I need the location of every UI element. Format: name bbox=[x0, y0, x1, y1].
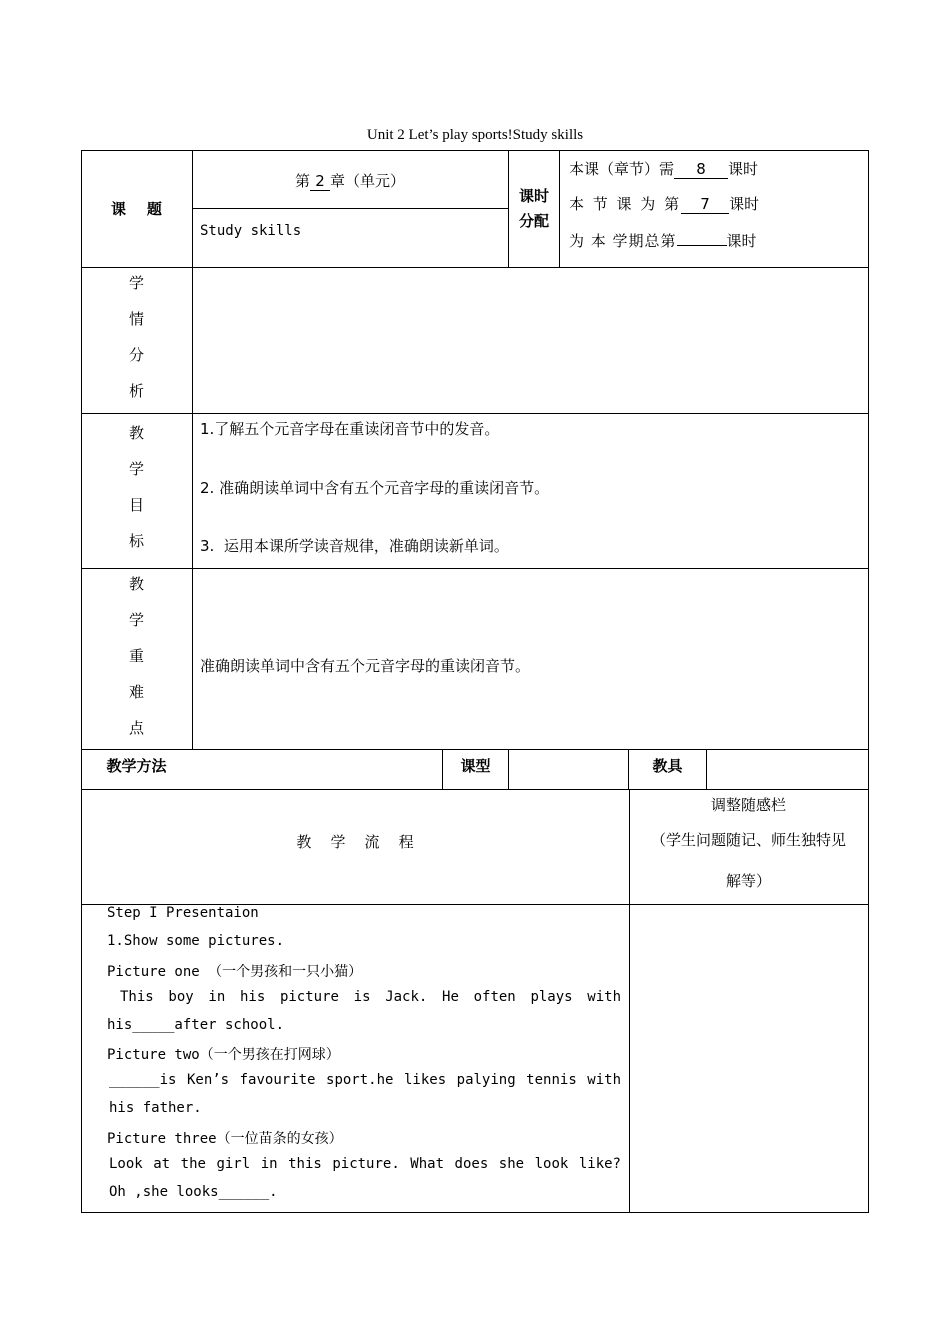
notes-subtitle-2: 解等） bbox=[725, 872, 771, 890]
goals-label bbox=[81, 422, 192, 566]
period-line-2-prefix: 本 节 课 为 第 bbox=[569, 195, 682, 213]
process-line: ______is Ken’s favourite sport.he likes palying tennis with bbox=[109, 1072, 621, 1088]
page-title: Unit 2 Let’s play sports!Study skills bbox=[366, 127, 584, 143]
notes-title: 调整随感栏 bbox=[710, 796, 786, 814]
period-line-2 bbox=[569, 193, 759, 214]
process-line: his father. bbox=[109, 1100, 202, 1116]
notes-subtitle-1: （学生问题随记、师生独特见 bbox=[650, 831, 846, 849]
period-line-1-value: 8 bbox=[674, 160, 728, 179]
key-points-label-char: 学 bbox=[128, 611, 144, 629]
process-title: 教 学 流 程 bbox=[296, 833, 414, 851]
period-line-2-value: 7 bbox=[681, 195, 729, 214]
process-line: This boy in his picture is Jack. He often plays with bbox=[120, 989, 621, 1005]
goals-label-char: 标 bbox=[128, 532, 144, 550]
analysis-label bbox=[81, 272, 192, 416]
process-line: Step I Presentaion bbox=[107, 905, 259, 921]
process-line: Look at the girl in this picture. What does she look like? bbox=[109, 1156, 621, 1172]
type-label: 课型 bbox=[460, 757, 491, 775]
goal-item-1: 1.了解五个元音字母在重读闭音节中的发音。 bbox=[200, 420, 500, 438]
key-points-label-char: 重 bbox=[128, 647, 144, 665]
analysis-label-char: 分 bbox=[128, 346, 144, 364]
lesson-name: Study skills bbox=[200, 223, 302, 239]
goals-label-char: 目 bbox=[128, 496, 144, 514]
topic-label: 课 题 bbox=[111, 200, 162, 218]
key-points-label bbox=[81, 573, 192, 753]
period-line-3-suffix: 课时 bbox=[726, 232, 757, 250]
key-points-content: 准确朗读单词中含有五个元音字母的重读闭音节。 bbox=[200, 657, 531, 675]
chapter-line bbox=[192, 170, 508, 191]
key-points-label-char: 点 bbox=[128, 719, 144, 737]
analysis-label-char: 学 bbox=[128, 274, 144, 292]
method-label: 教学方法 bbox=[106, 757, 167, 775]
key-points-label-char: 难 bbox=[128, 683, 144, 701]
process-line: Oh ,she looks______. bbox=[109, 1184, 278, 1200]
analysis-label-char: 情 bbox=[128, 310, 144, 328]
chapter-number: 2 bbox=[310, 172, 330, 191]
period-line-1 bbox=[569, 158, 758, 179]
goals-label-char: 教 bbox=[128, 424, 144, 442]
period-line-1-suffix: 课时 bbox=[728, 160, 759, 178]
period-label-line2: 分配 bbox=[518, 212, 549, 230]
period-line-3 bbox=[569, 229, 757, 251]
period-line-1-prefix: 本课（章节）需 bbox=[569, 160, 675, 178]
chapter-suffix: 章（单元） bbox=[330, 172, 406, 190]
process-line: Picture one （一个男孩和一只小猫） bbox=[107, 964, 363, 980]
tools-label: 教具 bbox=[652, 757, 683, 775]
process-line: 1.Show some pictures. bbox=[107, 933, 285, 949]
goals-label-char: 学 bbox=[128, 460, 144, 478]
period-line-3-prefix: 为 本 学期总第 bbox=[569, 232, 677, 250]
goal-item-2: 2. 准确朗读单词中含有五个元音字母的重读闭音节。 bbox=[200, 479, 550, 497]
period-label bbox=[509, 185, 559, 231]
process-line: Picture two（一个男孩在打网球） bbox=[107, 1047, 340, 1063]
process-line: his_____after school. bbox=[107, 1017, 285, 1033]
period-label-line1: 课时 bbox=[518, 187, 549, 205]
goal-item-3: 3. 运用本课所学读音规律，准确朗读新单词。 bbox=[200, 537, 509, 555]
period-line-2-suffix: 课时 bbox=[729, 195, 760, 213]
key-points-label-char: 教 bbox=[128, 575, 144, 593]
chapter-prefix: 第 bbox=[294, 172, 310, 190]
analysis-label-char: 析 bbox=[128, 382, 144, 400]
period-line-3-value bbox=[677, 229, 727, 246]
process-line: Picture three（一位苗条的女孩） bbox=[107, 1131, 343, 1147]
